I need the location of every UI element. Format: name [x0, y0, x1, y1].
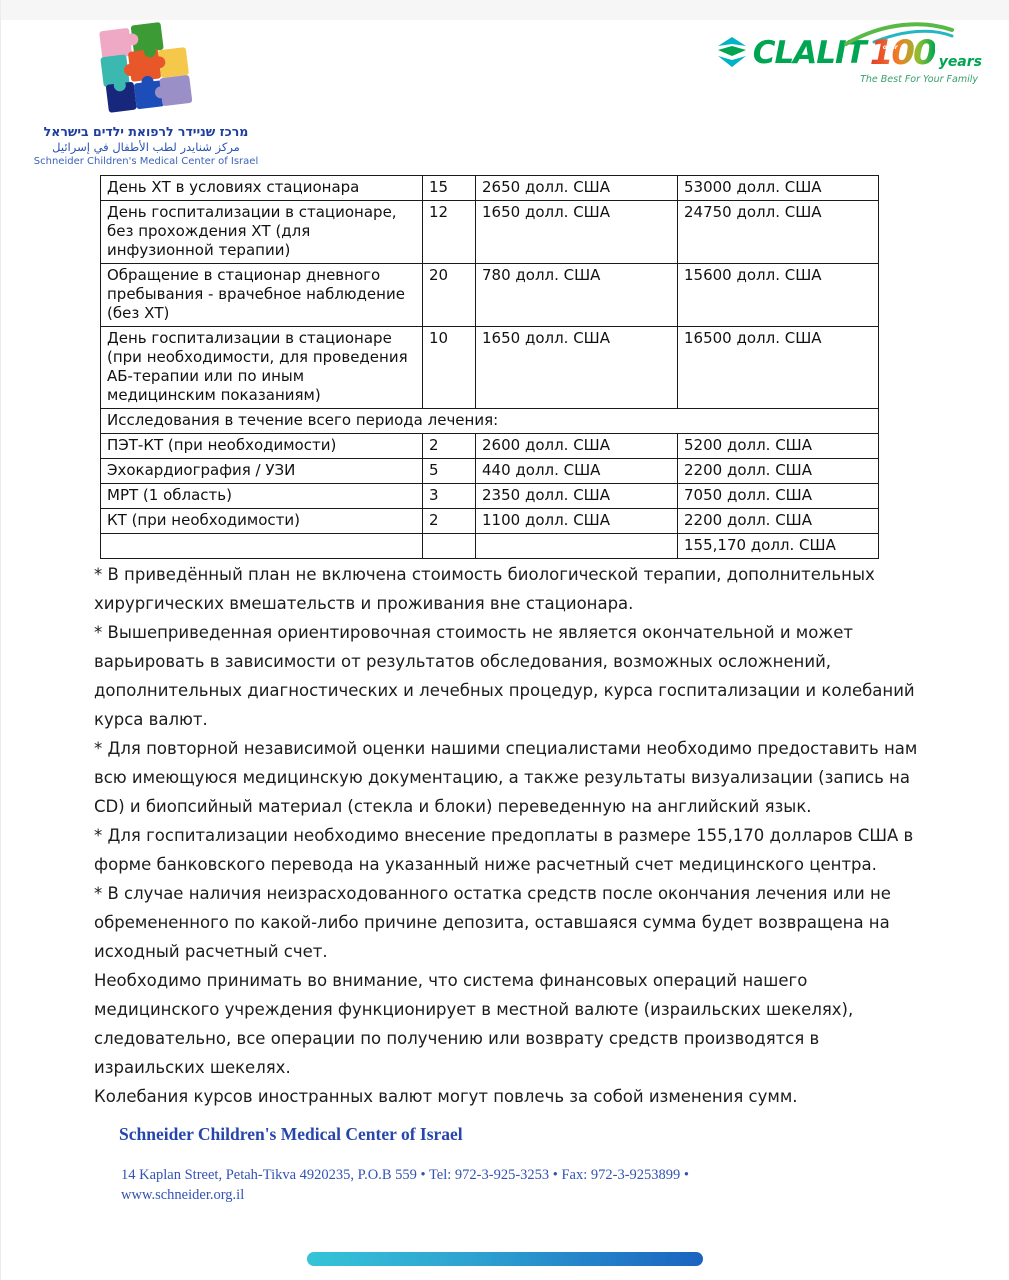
cell-total-price: 7050 долл. США: [678, 484, 879, 509]
cell-total-price: 5200 долл. США: [678, 434, 879, 459]
cell-total-price: 155,170 долл. США: [678, 534, 879, 559]
table-row: [101, 201, 879, 264]
cell-service-name: [101, 534, 423, 559]
schneider-name-hebrew: מרכז שניידר לרפואת ילדים בישראל: [43, 124, 249, 139]
note-paragraph: * В приведённый план не включена стоимость биологической терапии, дополнительных хирургических вмешательств и проживания вне стационара.: [94, 565, 875, 613]
cell-total-price: 2200 долл. США: [678, 509, 879, 534]
puzzle-logo-icon: [95, 19, 197, 120]
note-paragraph: * В случае наличия неизрасходованного остатка средств после окончания лечения или не обремененного по какой-либо причине депозита, оставшаяся сумма будет возвращена на исходный расчетный счет.: [94, 884, 891, 961]
table-row: [101, 264, 879, 327]
price-table: [100, 175, 879, 559]
clalit-logo: [717, 34, 982, 85]
note-paragraph: * Вышеприведенная ориентировочная стоимость не является окончательной и может варьировать в зависимости от результатов обследования, возможных осложнений, дополнительных диагностических и лечебных процедур, курса госпитализации и колебаний курса валют.: [94, 623, 915, 729]
cell-quantity: 10: [423, 327, 476, 409]
clalit-100-text: 100 over: [869, 33, 935, 73]
table-row: [101, 509, 879, 534]
table-row: [101, 459, 879, 484]
cell-total-price: 2200 долл. США: [678, 459, 879, 484]
table-row: [101, 484, 879, 509]
cell-quantity: 20: [423, 264, 476, 327]
cell-unit-price: 1100 долл. США: [476, 509, 678, 534]
cell-total-price: 15600 долл. США: [678, 264, 879, 327]
cell-quantity: 12: [423, 201, 476, 264]
clalit-over-text: over: [882, 44, 898, 51]
cell-unit-price: 2650 долл. США: [476, 176, 678, 201]
cell-quantity: 15: [423, 176, 476, 201]
footer-address: [121, 1166, 801, 1205]
cell-service-name: Эхокардиография / УЗИ: [101, 459, 423, 484]
page-top-margin: [1, 0, 1009, 20]
cell-section-title: Исследования в течение всего периода лечения:: [101, 409, 879, 434]
schneider-name-english: Schneider Children's Medical Center of Israel: [33, 155, 259, 167]
clalit-years-text: years: [938, 54, 982, 70]
cell-total-price: 24750 долл. США: [678, 201, 879, 264]
schneider-logo: [31, 24, 261, 169]
note-paragraph: * Для госпитализации необходимо внесение предоплаты в размере 155,170 долларов США в форме банковского перевода на указанный ниже расчетный счет медицинского центра.: [94, 826, 914, 874]
footer-website: www.schneider.org.il: [121, 1186, 245, 1203]
cell-quantity: 3: [423, 484, 476, 509]
cell-service-name: КТ (при необходимости): [101, 509, 423, 534]
note-paragraph: * Для повторной независимой оценки нашими специалистами необходимо предоставить нам всю имеющуюся медицинскую документацию, а также результаты визуализации (запись на CD) и биопсийный материал (стекла и блоки) переведенную на английский язык.: [94, 739, 918, 816]
cell-unit-price: [476, 534, 678, 559]
clalit-tagline: The Best For Your Family: [860, 74, 978, 85]
cell-service-name: День госпитализации в стационаре, без прохождения ХТ (для инфузионной терапии): [101, 201, 423, 264]
clalit-brand-text: CLALIT: [752, 34, 866, 71]
footer-address-line: 14 Kaplan Street, Petah-Tikva 4920235, P.O.B 559 • Tel: 972-3-925-3253 • Fax: 972-3-9253899 •: [121, 1167, 689, 1183]
cell-total-price: 16500 долл. США: [678, 327, 879, 409]
cell-unit-price: 1650 долл. США: [476, 327, 678, 409]
cell-service-name: МРТ (1 область): [101, 484, 423, 509]
clalit-symbol-icon: [715, 34, 749, 72]
cell-quantity: 5: [423, 459, 476, 484]
cell-quantity: 2: [423, 509, 476, 534]
table-section-row: [101, 409, 879, 434]
cell-service-name: День госпитализации в стационаре (при необходимости, для проведения АБ-терапии или по иным медицинским показаниям): [101, 327, 423, 409]
cell-quantity: 2: [423, 434, 476, 459]
cell-unit-price: 440 долл. США: [476, 459, 678, 484]
notes-section: [94, 560, 927, 1111]
note-paragraph: Необходимо принимать во внимание, что система финансовых операций нашего медицинского учреждения функционирует в местной валюте (израильских шекелях), следовательно, все операции по получению или возврату средств производятся в израильских шекелях.: [94, 971, 854, 1077]
cell-quantity: [423, 534, 476, 559]
footer-center-name: Schneider Children's Medical Center of Israel: [119, 1124, 463, 1144]
cell-unit-price: 1650 долл. США: [476, 201, 678, 264]
cell-service-name: Обращение в стационар дневного пребывания - врачебное наблюдение (без ХТ): [101, 264, 423, 327]
cell-service-name: ПЭТ-КТ (при необходимости): [101, 434, 423, 459]
cell-total-price: 53000 долл. США: [678, 176, 879, 201]
table-row: [101, 327, 879, 409]
note-paragraph: Колебания курсов иностранных валют могут повлечь за собой изменения сумм.: [94, 1087, 798, 1106]
schneider-name-arabic: مركز شنايدر لطب الأطفال في إسرائيل: [52, 139, 240, 154]
table-row: [101, 176, 879, 201]
table-total-row: [101, 534, 879, 559]
cell-service-name: День ХТ в условиях стационара: [101, 176, 423, 201]
table-row: [101, 434, 879, 459]
cell-unit-price: 2600 долл. США: [476, 434, 678, 459]
cell-unit-price: 780 долл. США: [476, 264, 678, 327]
cell-unit-price: 2350 долл. США: [476, 484, 678, 509]
footer-gradient-bar: [307, 1252, 703, 1266]
